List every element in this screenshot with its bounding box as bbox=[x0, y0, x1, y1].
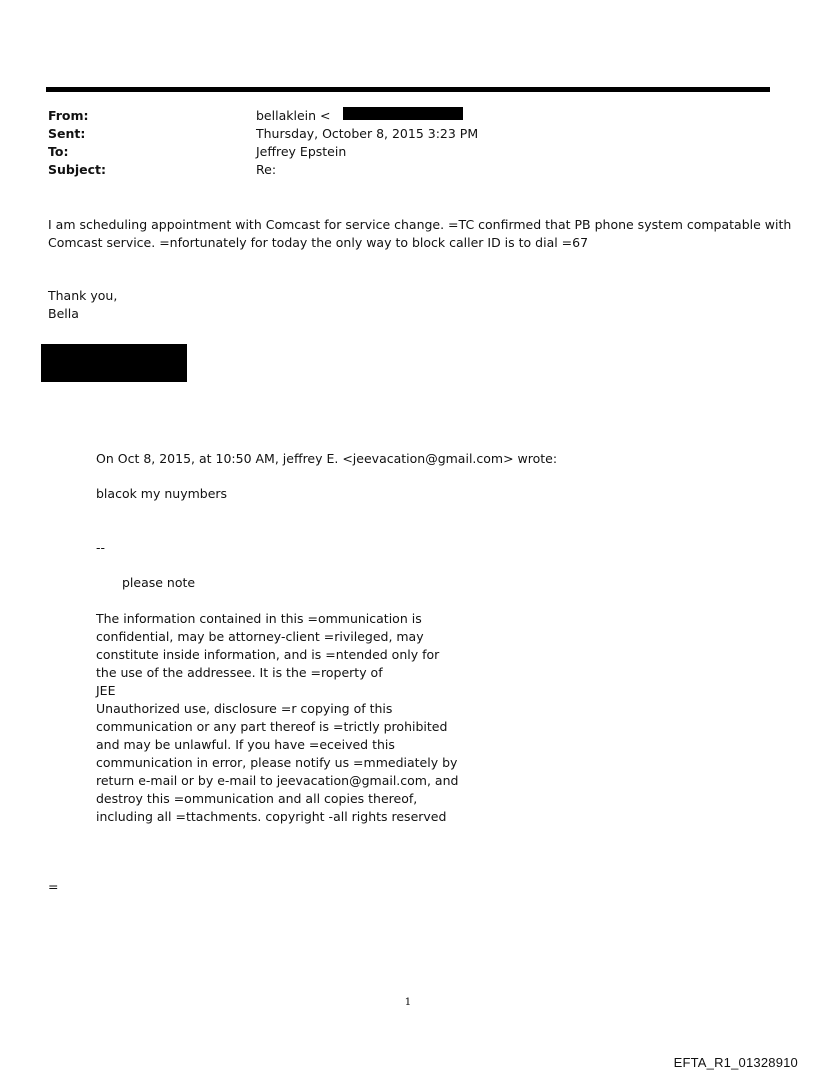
disclaimer-line: constitute inside information, and is =ntended only for bbox=[96, 647, 440, 662]
sent-label: Sent: bbox=[48, 126, 86, 141]
signature-separator bbox=[96, 539, 105, 557]
disclaimer-line: return e-mail or by e-mail to jeevacation@gmail.com, and bbox=[96, 773, 459, 788]
note-heading bbox=[122, 574, 195, 592]
message-body-line: Comcast service. =nfortunately for today the only way to block caller ID is to dial =67 bbox=[48, 235, 589, 250]
subject-value: Re: bbox=[256, 162, 277, 177]
disclaimer-line: JEE bbox=[96, 683, 116, 698]
trailing-text: = bbox=[48, 879, 59, 894]
redacted-signature-block bbox=[41, 344, 187, 382]
disclaimer-line: communication in error, please notify us =mmediately by bbox=[96, 755, 458, 770]
signature-name: Bella bbox=[48, 306, 79, 321]
message-body-line: I am scheduling appointment with Comcast for service change. =TC confirmed that PB phone system compatable with bbox=[48, 217, 792, 232]
disclaimer-line: destroy this =ommunication and all copies thereof, bbox=[96, 791, 418, 806]
from-value: bellaklein < bbox=[256, 108, 331, 123]
quoted-message-text: blacok my nuymbers bbox=[96, 486, 228, 501]
disclaimer-line: Unauthorized use, disclosure =r copying of this bbox=[96, 701, 393, 716]
disclaimer-line: the use of the addressee. It is the =roperty of bbox=[96, 665, 383, 680]
to-value: Jeffrey Epstein bbox=[256, 144, 347, 159]
note-text: please note bbox=[122, 575, 196, 590]
document-id: EFTA_R1_01328910 bbox=[673, 1055, 798, 1070]
disclaimer-line: communication or any part thereof is =trictly prohibited bbox=[96, 719, 448, 734]
signature-block bbox=[48, 287, 117, 323]
sent-value: Thursday, October 8, 2015 3:23 PM bbox=[256, 126, 479, 141]
subject-label: Subject: bbox=[48, 162, 106, 177]
disclaimer-line: including all =ttachments. copyright -all rights reserved bbox=[96, 809, 447, 824]
disclaimer-line: The information contained in this =ommunication is bbox=[96, 611, 422, 626]
from-label: From: bbox=[48, 108, 89, 123]
quoted-message-header bbox=[96, 450, 557, 468]
page-number: 1 bbox=[404, 996, 412, 1008]
separator-text: -- bbox=[96, 540, 106, 555]
redacted-email-address bbox=[343, 107, 463, 120]
closing-text: Thank you, bbox=[48, 288, 118, 303]
message-body bbox=[48, 216, 791, 252]
confidentiality-disclaimer bbox=[96, 610, 458, 826]
quoted-message-body bbox=[96, 485, 227, 503]
disclaimer-line: and may be unlawful. If you have =eceived this bbox=[96, 737, 395, 752]
quoted-header-text: On Oct 8, 2015, at 10:50 AM, jeffrey E. <jeevacation@gmail.com> wrote: bbox=[96, 451, 558, 466]
header-divider bbox=[46, 87, 770, 92]
trailing-equals bbox=[48, 878, 58, 896]
to-label: To: bbox=[48, 144, 69, 159]
disclaimer-line: confidential, may be attorney-client =rivileged, may bbox=[96, 629, 424, 644]
